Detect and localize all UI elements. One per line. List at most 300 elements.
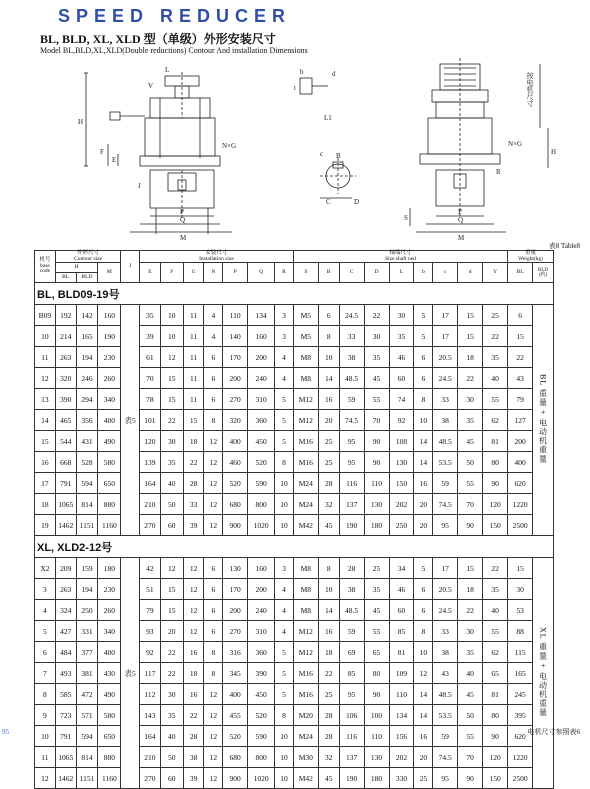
table-cell: 11 bbox=[35, 347, 56, 368]
table-cell: B09 bbox=[35, 305, 56, 326]
table-cell: 35 bbox=[483, 347, 508, 368]
table-cell: 6 bbox=[204, 347, 223, 368]
label-C: C bbox=[326, 198, 331, 206]
table-cell: 24.5 bbox=[433, 368, 458, 389]
table-cell: 11 bbox=[183, 305, 204, 326]
table-cell: 20 bbox=[160, 621, 183, 642]
table-cell: 12 bbox=[204, 684, 223, 705]
table-cell: 310 bbox=[248, 389, 275, 410]
table-cell: 90 bbox=[364, 452, 389, 473]
table-cell: 5 bbox=[275, 431, 294, 452]
table-cell: M42 bbox=[293, 768, 318, 789]
table-row bbox=[35, 747, 554, 768]
table-cell: M42 bbox=[293, 515, 318, 536]
table-cell: 70 bbox=[140, 368, 161, 389]
table-cell: 32 bbox=[318, 747, 339, 768]
table-cell: 22 bbox=[483, 326, 508, 347]
table-cell: M24 bbox=[293, 726, 318, 747]
table-cell: 450 bbox=[248, 431, 275, 452]
footer-note: 电机尺寸参照表6 bbox=[527, 728, 580, 736]
table-cell: 1065 bbox=[55, 494, 76, 515]
label-D: D bbox=[354, 198, 360, 206]
table-cell: 137 bbox=[339, 747, 364, 768]
table-cell: 20 bbox=[414, 494, 433, 515]
table-cell: 6 bbox=[508, 305, 533, 326]
table-cell: 14 bbox=[414, 452, 433, 473]
table-cell: 28 bbox=[318, 473, 339, 494]
table-cell: 585 bbox=[55, 684, 76, 705]
label-Q-right: Q bbox=[458, 216, 464, 224]
table-cell: 159 bbox=[76, 558, 98, 579]
table-cell: 800 bbox=[248, 494, 275, 515]
table-cell: 1220 bbox=[508, 494, 533, 515]
table-cell: 18 bbox=[183, 431, 204, 452]
table-cell: 10 bbox=[318, 579, 339, 600]
table-cell: 3 bbox=[275, 305, 294, 326]
table-cell: 25 bbox=[318, 452, 339, 473]
table-cell: 7 bbox=[35, 663, 56, 684]
table-cell: 120 bbox=[483, 747, 508, 768]
table-cell: M12 bbox=[293, 410, 318, 431]
table-cell: 194 bbox=[76, 347, 98, 368]
label-t: t bbox=[294, 84, 296, 92]
table-cell: 9 bbox=[35, 705, 56, 726]
table-row bbox=[35, 368, 554, 389]
table-cell: 430 bbox=[98, 663, 121, 684]
table-cell: 10 bbox=[414, 410, 433, 431]
table-cell: 15 bbox=[160, 368, 183, 389]
table-cell: 40 bbox=[483, 368, 508, 389]
table-cell: 427 bbox=[55, 621, 76, 642]
section-bl-title: BL, BLD09-19号 bbox=[35, 283, 554, 305]
table-cell: 17 bbox=[433, 305, 458, 326]
label-L1: L1 bbox=[324, 114, 332, 122]
table-row bbox=[35, 558, 554, 579]
table-cell: 16 bbox=[318, 389, 339, 410]
table-cell: 12 bbox=[204, 431, 223, 452]
table-cell: 381 bbox=[76, 663, 98, 684]
table-cell: 400 bbox=[223, 431, 248, 452]
table-cell: 650 bbox=[98, 473, 121, 494]
table-cell: 35 bbox=[483, 579, 508, 600]
table-cell: 28 bbox=[318, 705, 339, 726]
table-cell: 139 bbox=[140, 452, 161, 473]
table-cell: 230 bbox=[98, 579, 121, 600]
table-cell: 16 bbox=[183, 684, 204, 705]
table-cell: 108 bbox=[389, 431, 414, 452]
table-cell: 14 bbox=[35, 410, 56, 431]
table-row bbox=[35, 515, 554, 536]
table-cell: 460 bbox=[223, 452, 248, 473]
table-cell: 5 bbox=[35, 621, 56, 642]
header-shaft-size: 轴端尺寸 Size shaft ned bbox=[293, 251, 507, 263]
table-cell: 520 bbox=[223, 726, 248, 747]
table-cell: M8 bbox=[293, 600, 318, 621]
table-cell: 39 bbox=[183, 515, 204, 536]
header-D: D bbox=[364, 263, 389, 283]
page-title: SPEED REDUCER bbox=[58, 6, 292, 26]
table-cell: 34 bbox=[389, 558, 414, 579]
section-xl-table bbox=[35, 536, 554, 789]
table-cell: 1020 bbox=[248, 768, 275, 789]
label-E: E bbox=[112, 156, 117, 164]
header-install-size: 安装尺寸 Installation size bbox=[140, 251, 294, 263]
table-cell: 45 bbox=[364, 600, 389, 621]
table-ref-cell: 表5 bbox=[121, 305, 140, 536]
table-cell: 340 bbox=[98, 389, 121, 410]
table-cell: 4 bbox=[275, 368, 294, 389]
table-cell: 60 bbox=[389, 600, 414, 621]
table-cell: 5 bbox=[414, 558, 433, 579]
table-cell: 19 bbox=[35, 515, 56, 536]
table-cell: 18 bbox=[183, 663, 204, 684]
table-cell: 200 bbox=[508, 431, 533, 452]
table-cell: 10 bbox=[275, 726, 294, 747]
table-cell: 20 bbox=[414, 515, 433, 536]
table-cell: 110 bbox=[223, 305, 248, 326]
table-cell: 92 bbox=[389, 410, 414, 431]
table-cell: 400 bbox=[508, 452, 533, 473]
table-cell: 590 bbox=[248, 473, 275, 494]
table-cell: M16 bbox=[293, 684, 318, 705]
table-cell: 340 bbox=[98, 621, 121, 642]
table-cell: 116 bbox=[339, 726, 364, 747]
table-cell: 814 bbox=[76, 747, 98, 768]
table-cell: 22 bbox=[483, 558, 508, 579]
weight-side-note bbox=[533, 305, 554, 536]
table-row bbox=[35, 473, 554, 494]
table-cell: 11 bbox=[183, 347, 204, 368]
table-cell: 15 bbox=[183, 410, 204, 431]
table-cell: 95 bbox=[433, 515, 458, 536]
table-cell: 70 bbox=[364, 410, 389, 431]
table-cell: 22 bbox=[364, 305, 389, 326]
table-cell: 25 bbox=[483, 305, 508, 326]
table-cell: 12 bbox=[183, 558, 204, 579]
table-cell: 1160 bbox=[98, 768, 121, 789]
table-cell: 74.5 bbox=[339, 410, 364, 431]
table-cell: 250 bbox=[76, 600, 98, 621]
table-cell: 15 bbox=[160, 600, 183, 621]
table-row bbox=[35, 600, 554, 621]
table-cell: 2500 bbox=[508, 768, 533, 789]
table-cell: 46 bbox=[389, 579, 414, 600]
header-P: P bbox=[223, 263, 248, 283]
table-cell: 12 bbox=[204, 515, 223, 536]
table-cell: 10 bbox=[160, 305, 183, 326]
table-cell: 520 bbox=[248, 452, 275, 473]
header-c: c bbox=[433, 263, 458, 283]
table-cell: 18 bbox=[458, 579, 483, 600]
table-cell: 55 bbox=[458, 726, 483, 747]
table-row bbox=[35, 621, 554, 642]
table-cell: 6 bbox=[318, 305, 339, 326]
table-cell: 28 bbox=[183, 473, 204, 494]
table-cell: 490 bbox=[98, 431, 121, 452]
table-cell: 360 bbox=[248, 642, 275, 663]
table-cell: 79 bbox=[140, 600, 161, 621]
table-cell: 38 bbox=[339, 347, 364, 368]
table-cell: M16 bbox=[293, 431, 318, 452]
table-cell: 100 bbox=[364, 705, 389, 726]
table-cell: 59 bbox=[433, 726, 458, 747]
label-NxG-right: N×G bbox=[508, 140, 523, 148]
table-cell: M16 bbox=[293, 452, 318, 473]
table-cell: 245 bbox=[508, 684, 533, 705]
table-cell: 202 bbox=[389, 494, 414, 515]
table-cell: 110 bbox=[364, 726, 389, 747]
table-cell: 30 bbox=[160, 684, 183, 705]
table-cell: 880 bbox=[98, 747, 121, 768]
table-cell: 320 bbox=[223, 410, 248, 431]
table-cell: 55 bbox=[364, 621, 389, 642]
table-cell: 88 bbox=[508, 621, 533, 642]
label-c: c bbox=[320, 150, 324, 158]
table-cell: 38 bbox=[433, 642, 458, 663]
table-cell: 35 bbox=[389, 326, 414, 347]
table-cell: 680 bbox=[223, 494, 248, 515]
table-cell: 8 bbox=[275, 452, 294, 473]
table-cell: M20 bbox=[293, 705, 318, 726]
table-cell: 95 bbox=[339, 452, 364, 473]
table-cell: 48.5 bbox=[433, 684, 458, 705]
table-cell: 800 bbox=[248, 747, 275, 768]
table-cell: 4 bbox=[275, 347, 294, 368]
header-d: d bbox=[458, 263, 483, 283]
table-cell: 81 bbox=[389, 642, 414, 663]
table-cell: 10 bbox=[35, 726, 56, 747]
table-cell: 270 bbox=[223, 621, 248, 642]
table-cell: 11 bbox=[183, 326, 204, 347]
header-R: R bbox=[275, 263, 294, 283]
shaft-detail bbox=[300, 78, 356, 198]
table-cell: 70 bbox=[458, 494, 483, 515]
header-b: b bbox=[414, 263, 433, 283]
table-cell: 2500 bbox=[508, 515, 533, 536]
label-Q: Q bbox=[180, 216, 186, 224]
label-H-right: H bbox=[551, 148, 557, 156]
header-weight-bld: BLD (约) bbox=[533, 263, 554, 283]
table-cell: 95 bbox=[339, 684, 364, 705]
table-cell: 22 bbox=[160, 642, 183, 663]
table-cell: 6 bbox=[414, 347, 433, 368]
table-cell: 53 bbox=[508, 600, 533, 621]
table-cell: M8 bbox=[293, 368, 318, 389]
table-cell: 580 bbox=[98, 705, 121, 726]
table-cell: 472 bbox=[76, 684, 98, 705]
table-cell: 484 bbox=[55, 642, 76, 663]
table-cell: 263 bbox=[55, 347, 76, 368]
table-cell: 465 bbox=[55, 410, 76, 431]
table-cell: 18 bbox=[458, 347, 483, 368]
table-row bbox=[35, 494, 554, 515]
table-cell: 50 bbox=[458, 452, 483, 473]
table-cell: 80 bbox=[483, 452, 508, 473]
table-cell: 4 bbox=[204, 305, 223, 326]
table-cell: 180 bbox=[98, 558, 121, 579]
table-cell: 109 bbox=[389, 663, 414, 684]
table-cell: 260 bbox=[98, 368, 121, 389]
table-cell: 192 bbox=[55, 305, 76, 326]
table-cell: 8 bbox=[204, 642, 223, 663]
table-cell: 150 bbox=[389, 473, 414, 494]
table-cell: 520 bbox=[223, 473, 248, 494]
table-row bbox=[35, 389, 554, 410]
table-cell: 160 bbox=[98, 305, 121, 326]
table-cell: 14 bbox=[318, 600, 339, 621]
table-cell: 8 bbox=[414, 621, 433, 642]
table-cell: 38 bbox=[183, 747, 204, 768]
table-cell: 53.5 bbox=[433, 452, 458, 473]
table-cell: 32 bbox=[318, 494, 339, 515]
table-cell: 270 bbox=[140, 515, 161, 536]
table-cell: 137 bbox=[339, 494, 364, 515]
table-cell: 90 bbox=[458, 515, 483, 536]
table-cell: 15 bbox=[35, 431, 56, 452]
table-cell: 650 bbox=[98, 726, 121, 747]
table-cell: 165 bbox=[76, 326, 98, 347]
table-cell: 59 bbox=[339, 621, 364, 642]
table-cell: 45 bbox=[318, 768, 339, 789]
table-cell: 81 bbox=[483, 431, 508, 452]
table-cell: 356 bbox=[76, 410, 98, 431]
table-cell: 30 bbox=[160, 431, 183, 452]
table-cell: 190 bbox=[339, 768, 364, 789]
table-cell: 110 bbox=[364, 473, 389, 494]
table-cell: 4 bbox=[275, 600, 294, 621]
table-cell: 8 bbox=[204, 663, 223, 684]
table-cell: 450 bbox=[248, 684, 275, 705]
table-cell: 190 bbox=[98, 326, 121, 347]
table-label: 表8 Table8 bbox=[548, 242, 580, 250]
table-cell: 69 bbox=[339, 642, 364, 663]
table-cell: 590 bbox=[248, 726, 275, 747]
table-cell: 90 bbox=[364, 684, 389, 705]
table-cell: 594 bbox=[76, 473, 98, 494]
table-cell: 668 bbox=[55, 452, 76, 473]
table-cell: 10 bbox=[275, 473, 294, 494]
table-cell: 35 bbox=[364, 347, 389, 368]
table-cell: 25 bbox=[364, 558, 389, 579]
table-cell: 46 bbox=[389, 347, 414, 368]
table-cell: 1020 bbox=[248, 515, 275, 536]
table-row bbox=[35, 663, 554, 684]
table-cell: 130 bbox=[364, 747, 389, 768]
table-cell: 16 bbox=[35, 452, 56, 473]
table-cell: 28 bbox=[183, 726, 204, 747]
table-cell: M24 bbox=[293, 473, 318, 494]
table-cell: 45 bbox=[318, 515, 339, 536]
table-cell: 594 bbox=[76, 726, 98, 747]
table-cell: 130 bbox=[223, 558, 248, 579]
table-cell: M30 bbox=[293, 747, 318, 768]
table-cell: 17 bbox=[35, 473, 56, 494]
table-cell: 680 bbox=[223, 747, 248, 768]
table-cell: 48.5 bbox=[433, 431, 458, 452]
table-cell: 12 bbox=[204, 747, 223, 768]
table-cell: 18 bbox=[35, 494, 56, 515]
table-cell: 400 bbox=[223, 684, 248, 705]
table-row bbox=[35, 431, 554, 452]
table-cell: 39 bbox=[140, 326, 161, 347]
table-cell: 90 bbox=[483, 726, 508, 747]
table-cell: 55 bbox=[483, 621, 508, 642]
table-cell: 12 bbox=[204, 473, 223, 494]
table-cell: 22 bbox=[318, 663, 339, 684]
table-cell: 15 bbox=[160, 579, 183, 600]
table-cell: 520 bbox=[248, 705, 275, 726]
table-cell: 120 bbox=[140, 431, 161, 452]
table-cell: 40 bbox=[160, 473, 183, 494]
label-M-right: M bbox=[458, 234, 465, 242]
table-cell: 6 bbox=[414, 368, 433, 389]
table-cell: 5 bbox=[414, 305, 433, 326]
table-cell: 74.5 bbox=[433, 494, 458, 515]
table-cell: 210 bbox=[140, 747, 161, 768]
table-cell: 310 bbox=[248, 621, 275, 642]
table-cell: 50 bbox=[458, 705, 483, 726]
table-cell: 22 bbox=[183, 452, 204, 473]
table-cell: 200 bbox=[248, 347, 275, 368]
header-C: C bbox=[339, 263, 364, 283]
table-cell: 170 bbox=[223, 579, 248, 600]
table-cell: 12 bbox=[414, 663, 433, 684]
header-B: B bbox=[318, 263, 339, 283]
table-cell: 48.5 bbox=[339, 368, 364, 389]
table-cell: 16 bbox=[414, 473, 433, 494]
header-H: H bbox=[55, 263, 98, 273]
table-cell: 127 bbox=[508, 410, 533, 431]
table-cell: 620 bbox=[508, 726, 533, 747]
table-cell: 45 bbox=[458, 684, 483, 705]
table-cell: 12 bbox=[204, 705, 223, 726]
table-cell: 16 bbox=[318, 621, 339, 642]
table-cell: 10 bbox=[318, 347, 339, 368]
table-cell: 39 bbox=[183, 768, 204, 789]
table-cell: 12 bbox=[160, 347, 183, 368]
side-note-text: XL 重量 + 电动机重量 bbox=[538, 627, 548, 717]
table-cell: 14 bbox=[414, 684, 433, 705]
table-cell: 93 bbox=[140, 621, 161, 642]
table-cell: 8 bbox=[414, 389, 433, 410]
table-row bbox=[35, 642, 554, 663]
table-cell: 170 bbox=[223, 347, 248, 368]
table-cell: 10 bbox=[275, 747, 294, 768]
table-cell: 14 bbox=[318, 368, 339, 389]
table-cell: 22 bbox=[160, 410, 183, 431]
table-cell: 40 bbox=[160, 726, 183, 747]
table-cell: 17 bbox=[433, 326, 458, 347]
header-M: M bbox=[98, 263, 121, 283]
label-b: b bbox=[300, 68, 304, 76]
label-P: P bbox=[180, 208, 184, 216]
table-cell: 65 bbox=[364, 642, 389, 663]
side-note-text: BL 重量 + 电动机重量 bbox=[538, 374, 548, 464]
table-cell: 115 bbox=[508, 642, 533, 663]
table-cell: 51 bbox=[140, 579, 161, 600]
table-cell: 5 bbox=[414, 326, 433, 347]
header-contour-size: 外形尺寸 Contour size bbox=[55, 251, 121, 263]
table-cell: 22 bbox=[508, 347, 533, 368]
table-cell: 33 bbox=[183, 494, 204, 515]
table-cell: 10 bbox=[35, 326, 56, 347]
section-bl-table bbox=[35, 283, 554, 536]
table-cell: 814 bbox=[76, 494, 98, 515]
table-cell: 150 bbox=[483, 768, 508, 789]
header-H-BLD: BLD bbox=[76, 273, 98, 283]
table-cell: M8 bbox=[293, 579, 318, 600]
table-cell: 164 bbox=[140, 726, 161, 747]
